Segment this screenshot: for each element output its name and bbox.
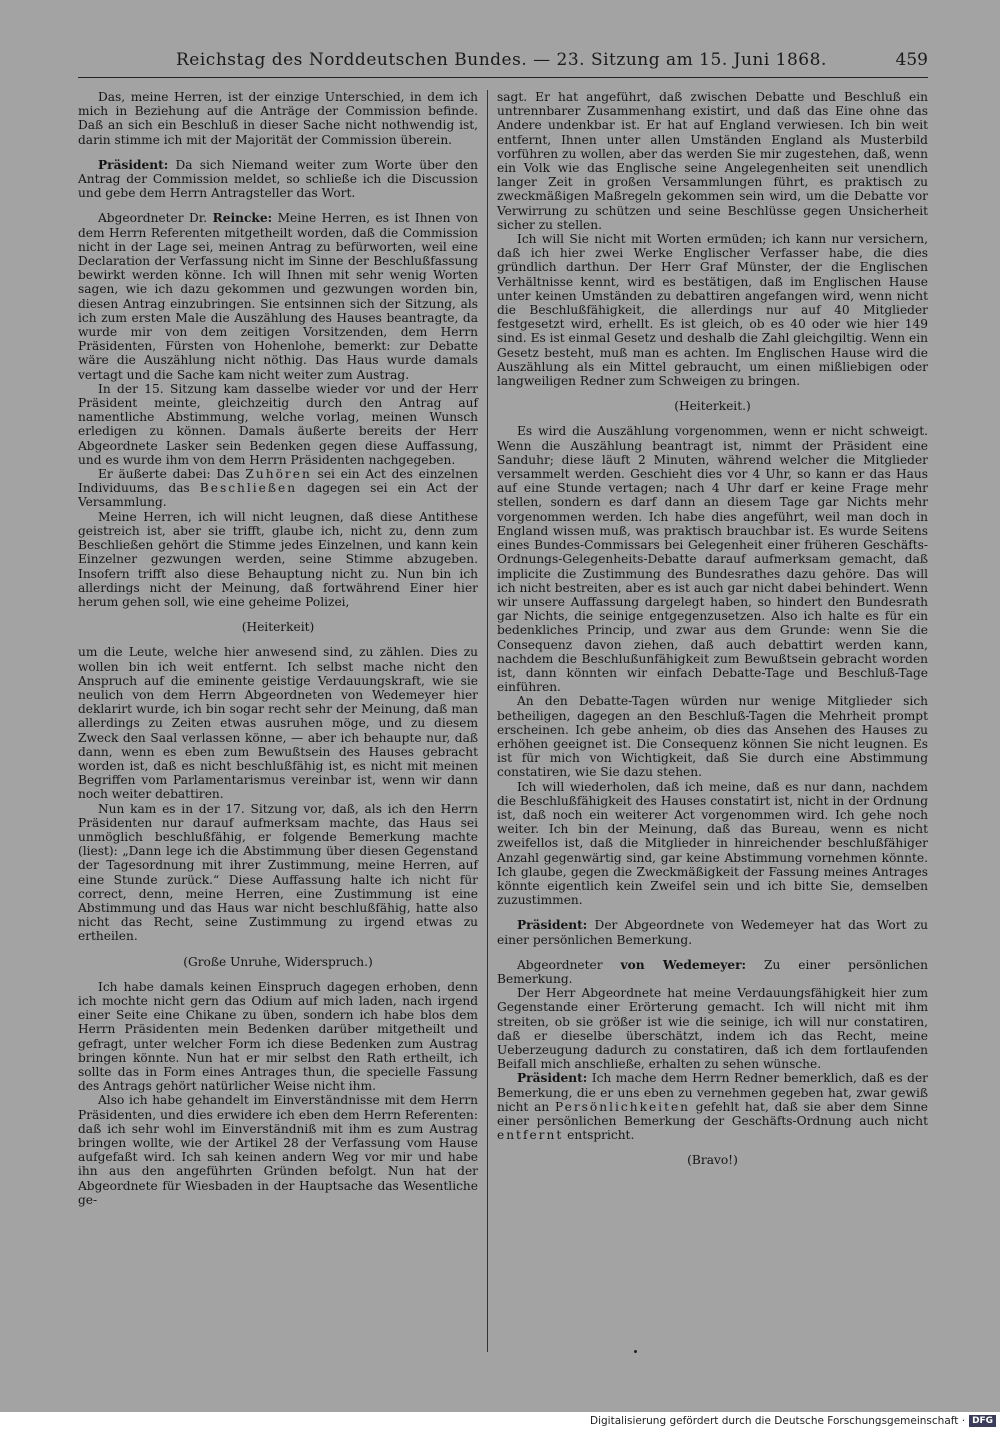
paragraph: Also ich habe gehandelt im Einverständnisse mit dem Herrn Präsidenten, und dies erwidere ich eben dem Herrn Referenten: daß ich sehr wohl im Einverständniß mit ihm es zum Austrag bringen wollte, wie der Artikel 28 der Verfassung vom Hause aufgefaßt wird. Ich sah keinen andern Weg vor mir und habe ihn aus den angeführten Gründen befolgt. Nun hat der Abgeordnete für Wiesbaden in der Hauptsache das Wesentliche ge- (78, 1093, 478, 1207)
paragraph: Ich will wiederholen, daß ich meine, daß es nur dann, nachdem die Beschlußfähigkeit des Hauses constatirt ist, nicht in der Ordnung ist, daß noch ein weiterer Act vorgenommen wird. Ich gehe noch weiter. Ich bin der Meinung, daß das Bureau, wenn es nicht zweifellos ist, daß die Mitglieder in hinreichender beschlußfähiger Anzahl gegenwärtig sind, gar keine Abstimmung vornehmen könnte. Ich glaube, gegen die Zweckmäßigkeit der Fassung meines Antrages könnte eigentlich kein Zweifel sein und ich bitte Sie, demselben zuzustimmen. (497, 779, 928, 908)
paragraph (78, 211, 478, 381)
paragraph-text: Meine Herren, es ist Ihnen von dem Herrn Referenten mitgetheilt worden, daß die Commission nicht in der Lage sei, meinen Antrag zu befürworten, weil eine Declaration der Verfassung nicht im Sinne der Beschlußfassung bewirkt werden könne. Ich will Ihnen mit sehr wenig Worten sagen, wie ich dazu gekommen und gezwungen worden bin, diesen Antrag einzubringen. Sie entsinnen sich der Sitzung, als ich zum ersten Male die Auszählung des Hauses beantragte, da wurde mir von dem zeitigen Vorsitzenden, dem Herrn Präsidenten, Fürsten von Hohenlohe, bemerkt: zur Debatte wäre die Auszählung nicht nöthig. Das Haus wurde damals vertagt und die Sache kam nicht weiter zum Austrag. (78, 211, 479, 382)
paragraph: Nun kam es in der 17. Sitzung vor, daß, als ich den Herrn Präsidenten nur darauf aufmerksam machte, das Haus sei unmöglich beschlußfähig, er folgende Bemerkung machte (liest): „Dann lege ich die Abstimmung über diesen Gegenstand der Tagesordnung mit ihrer Zustimmung, meine Herren, auf eine Stunde zurück.“ Diese Auffassung halte ich nicht für correct, denn, meine Herren, eine Zustimmung ist eine Abstimmung und das Haus war nicht beschlußfähig, hatte also nicht das Recht, seine Zustimmung zu irgend etwas zu ertheilen. (78, 801, 478, 944)
paragraph (497, 958, 928, 986)
paragraph (78, 158, 478, 201)
paragraph: Ich habe damals keinen Einspruch dagegen erhoben, denn ich mochte nicht gern das Odium auf mich laden, nach irgend einer Seite eine Chikane zu üben, sondern ich habe blos dem Herrn Präsidenten mein Bedenken darüber mitgetheilt und gefragt, unter welcher Form ich diese Bedenken zum Austrag bringen könnte. Nun hat er mir selbst den Rath ertheilt, ich sollte das in Form eines Antrages thun, die specielle Fassung des Antrags gehört natürlicher Weise nicht ihm. (78, 979, 478, 1094)
speaker-name: Präsident: (517, 918, 588, 933)
dfg-logo: DFG (969, 1415, 996, 1427)
speaker-prefix: Abgeordneter Dr. (98, 211, 208, 226)
paragraph: Es wird die Auszählung vorgenommen, wenn er nicht schweigt. Wenn die Auszählung beantragt ist, nimmt der Präsident eine Sanduhr; diese läuft 2 Minuten, während welcher die Mitglieder versammelt werden. Geschieht dies vor 4 Uhr, so kann er das Haus auf eine Stunde vertagen; nach 4 Uhr darf er keine Frage mehr stellen, sondern es darf dann an diesem Tage gar Nichts mehr vorgenommen werden. Ich habe dies angeführt, weil man doch in England wissen muß, was praktisch brauchbar ist. Es wurde Seitens eines Bundes-Commissars bei Gelegenheit einer früheren Geschäfts-Ordnungs-Gelegenheits-Debatte darauf aufmerksam gemacht, daß implicite die Zustimmung des Bundesrathes dazu gehöre. Das will ich nicht bestreiten, aber es ist auch gar nicht dabei behindert. Wenn wir unsere Auffassung dargelegt haben, so hindert den Bundesrath gar Nichts, die seinige entgegenzusetzen. Also ich halte es für ein bedenkliches Princip, und zwar aus dem Grunde: wenn Sie die Consequenz davon ziehen, daß auch debattirt werden kann, nachdem die Beschlußunfähigkeit zum Bewußtsein gebracht worden ist, dann könnten wir einfach Debatte-Tage und Beschluß-Tage einführen. (497, 424, 928, 695)
paragraph-text: sei ein Act des einzelnen Individuums, das (78, 467, 478, 496)
speaker-name: Reincke: (212, 211, 273, 226)
speaker-name: Präsident: (517, 1071, 588, 1086)
paragraph: sagt. Er hat angeführt, daß zwischen Debatte und Beschluß ein untrennbarer Zusammenhang existirt, und daß das Eine ohne das Andere undenkbar ist. Er hat auf England verwiesen. Ich bin weit entfernt, Ihnen unter allen Umständen England als Musterbild vorführen zu wollen, aber das werden Sie mir zugestehen, daß, wenn ein Volk wie das Englische seine Angelegenheiten seit unendlich langer Zeit in großen Versammlungen führt, es praktisch zu zweckmäßigen Maßregeln gekommen sein wird, um die Debatte vor Verwirrung zu schützen und seine Beschlüsse gegen Unsicherheit sicher zu stellen. (497, 90, 928, 232)
paragraph-text: Da sich Niemand weiter zum Worte über den Antrag der Commission meldet, so schließe ich die Discussion und gebe dem Herrn Antragsteller das Wort. (78, 157, 479, 201)
paragraph: Das, meine Herren, ist der einzige Unterschied, in dem ich mich in Beziehung auf die Anträge der Commission befinde. Daß an sich ein Beschluß in dieser Sache nicht nothwendig ist, darin stimme ich mit der Majorität der Commission überein. (78, 90, 478, 147)
interjection: (Heiterkeit.) (674, 399, 751, 414)
footer-credit (590, 1415, 995, 1431)
paragraph (497, 918, 928, 946)
paragraph: In der 15. Sitzung kam dasselbe wieder vor und der Herr Präsident meinte, gleichzeitig durch den Antrag auf namentliche Abstimmung, welche vorlag, meinen Wunsch erledigen zu können. Damals äußerte bereits der Herr Abgeordnete Lasker sein Bedenken gegen diese Auffassung, und es wurde ihm von dem Herrn Präsidenten nachgegeben. (78, 381, 478, 467)
paragraph: An den Debatte-Tagen würden nur wenige Mitglieder sich betheiligen, dagegen an den Beschluß-Tagen die Mehrheit prompt erscheinen. Ich gebe anheim, ob dies das Ansehen des Hauses zu erhöhen geeignet ist. Die Consequenz können Sie nicht leugnen. Es ist für mich von Wichtigkeit, daß Sie durch eine Abstimmung constatiren, wie Sie dazu stehen. (497, 694, 928, 780)
interjection: (Bravo!) (687, 1153, 738, 1168)
speaker-name: Präsident: (98, 157, 169, 172)
emphasis: entfernt (497, 1128, 564, 1143)
interjection: (Heiterkeit) (241, 620, 315, 635)
header-rule (78, 77, 928, 78)
paragraph-text: Zu einer persönlichen Bemerkung. (497, 957, 928, 986)
running-title: Reichstag des Norddeutschen Bundes. — 23. Sitzung am 15. Juni 1868. (176, 50, 827, 70)
paragraph (78, 467, 478, 510)
paragraph: Ich will Sie nicht mit Worten ermüden; ich kann nur versichern, daß ich hier zwei Werke Englischer Verfasser habe, die dies gründlich darthun. Der Herr Graf Münster, der die Englischen Verhältnisse kennt, wird es bestätigen, daß im Englischen Hause unter keinen Umständen zu debattiren angefangen wird, wenn nicht die Beschlußfähigkeit, die allerdings nur auf 40 Mitglieder festgesetzt wird, erhellt. Es ist gleich, ob es 40 oder wie hier 149 sind. Es ist einmal Gesetz und deshalb die Zahl gleichgiltig. Wenn ein Gesetz besteht, muß man es achten. Im Englischen Hause wird die Auszählung als ein Mittel gebraucht, um einen mißliebigen oder langweiligen Redner zum Schweigen zu bringen. (497, 232, 928, 389)
emphasis: Zuhören (245, 467, 312, 482)
paragraph-text: entspricht. (567, 1128, 635, 1143)
emphasis: Beschließen (199, 481, 298, 496)
ink-speck (634, 1350, 637, 1353)
interjection: (Große Unruhe, Widerspruch.) (183, 954, 373, 969)
footer-text: Digitalisierung gefördert durch die Deutsche Forschungsgemeinschaft · (590, 1415, 966, 1427)
paragraph: um die Leute, welche hier anwesend sind, zu zählen. Dies zu wollen bin ich weit entfernt. Ich selbst mache nicht den Anspruch auf die eminente geistige Verdauungskraft, wie sie neulich von dem Herrn Abgeordneten von Wedemeyer hier deklarirt wurde, ich bin sogar recht sehr der Meinung, daß man allerdings zu Zeiten etwas ausruhen möge, und zu diesem Zweck den Saal verlassen könne, — aber ich behaupte nur, daß dann, wenn es eben zum Bewußtsein des Hauses gebracht worden ist, daß es nicht beschlußfähig ist, es nicht mit meinen Begriffen vom Parlamentarismus vereinbar ist, wenn wir dann noch weiter debattiren. (78, 645, 478, 802)
paragraph-text: Er äußerte dabei: Das (98, 467, 240, 482)
speaker-prefix: Abgeordneter (517, 957, 603, 972)
paragraph-text: dagegen sei ein Act der Versammlung. (78, 481, 479, 510)
emphasis: Persönlichkeiten (554, 1099, 691, 1114)
paragraph-text: gefehlt hat, daß sie aber dem Sinne einer persönlichen Bemerkung der Geschäfts-Ordnung auch nicht (497, 1099, 929, 1129)
column-divider (487, 90, 488, 1352)
page-number: 459 (895, 50, 928, 70)
paragraph: Meine Herren, ich will nicht leugnen, daß diese Antithese geistreich ist, aber sie trifft, glaube ich, nicht zu, denn zum Beschließen gehört die Stimme jedes Einzelnen, und kann kein Einzelner gezwungen werden, seine Stimme abzugeben. Insofern trifft also diese Behauptung nicht zu. Nun bin ich allerdings nicht der Meinung, daß fortwährend Einer hier herum gehen soll, wie eine geheime Polizei, (78, 509, 478, 609)
speaker-name: von Wedemeyer: (620, 957, 747, 972)
page-header (176, 50, 928, 76)
left-column (78, 90, 478, 1207)
paragraph-text: Der Abgeordnete von Wedemeyer hat das Wort zu einer persönlichen Bemerkung. (497, 918, 929, 947)
paragraph: Der Herr Abgeordnete hat meine Verdauungsfähigkeit hier zum Gegenstande einer Erörterung gemacht. Ich will nicht mit ihm streiten, ob sie größer ist wie die seinige, ich will nur constatiren, daß er dieselbe überschätzt, indem ich das Recht, meine Ueberzeugung dadurch zu constatiren, daß ich dem fortlaufenden Beifall mich anschließe, erhalten zu sehen wünsche. (497, 986, 928, 1072)
paragraph-text: Ich mache dem Herrn Redner bemerklich, daß es der Bemerkung, die er uns eben zu vernehmen gegeben hat, zwar gewiß nicht an (497, 1071, 928, 1114)
paragraph (497, 1071, 928, 1142)
right-column (497, 90, 928, 1179)
